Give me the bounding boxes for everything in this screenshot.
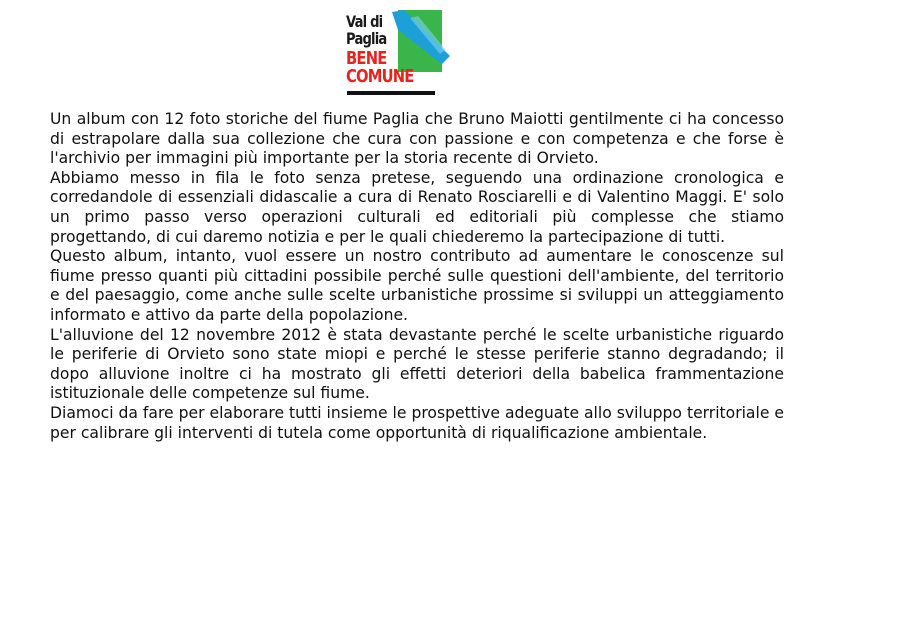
- paragraph-purpose: Questo album, intanto, vuol essere un nostro contributo ad aumentare le conoscenze sul fiume presso quanti più cittadini possibile perché sulle questioni dell'ambiente, del territorio e del paesaggio, come anche sulle scelte urbanistiche prossime si sviluppi un atteggiamento informato e attivo da parte della popolazione.: [50, 247, 784, 324]
- article-body: [50, 110, 784, 443]
- logo-underline-bar: [347, 91, 435, 95]
- logo-text-comune: COMUNE: [346, 66, 414, 87]
- paragraph-call-to-action: Diamoci da fare per elaborare tutti insieme le prospettive adeguate allo sviluppo territoriale e per calibrare gli interventi di tutela come opportunità di riqualificazione ambientale.: [50, 403, 784, 442]
- paragraph-flood: L'alluvione del 12 novembre 2012 è stata devastante perché le scelte urbanistiche riguardo le periferie di Orvieto sono state miopi e perché le stesse periferie stanno degradando; il dopo alluvione inoltre ci ha mostrato gli effetti deteriori della babelica frammentazione istituzionale delle competenze sul fiume.: [50, 325, 784, 403]
- paragraph-method: Abbiamo messo in fila le foto senza pretese, seguendo una ordinazione cronologica e corredandole di essenziali didascalie a cura di Renato Rosciarelli e di Valentino Maggi. E' solo un primo passo verso operazioni culturali ed editoriali più complesse che stiamo progettando, di cui daremo notizia e per le quali chiederemo la partecipazione di tutti.: [50, 168, 784, 246]
- paragraph-intro: Un album con 12 foto storiche del fiume Paglia che Bruno Maiotti gentilmente ci ha concesso di estrapolare dalla sua collezione che cura con passione e con competenza e che forse è l'archivio per immagini più importante per la storia recente di Orvieto.: [50, 110, 784, 168]
- logo-text-bene: BENE: [346, 48, 387, 69]
- logo-val-di-paglia-bene-comune: [342, 6, 454, 98]
- logo-text-val-di: Val di: [346, 12, 383, 31]
- logo-text-paglia: Paglia: [346, 29, 387, 48]
